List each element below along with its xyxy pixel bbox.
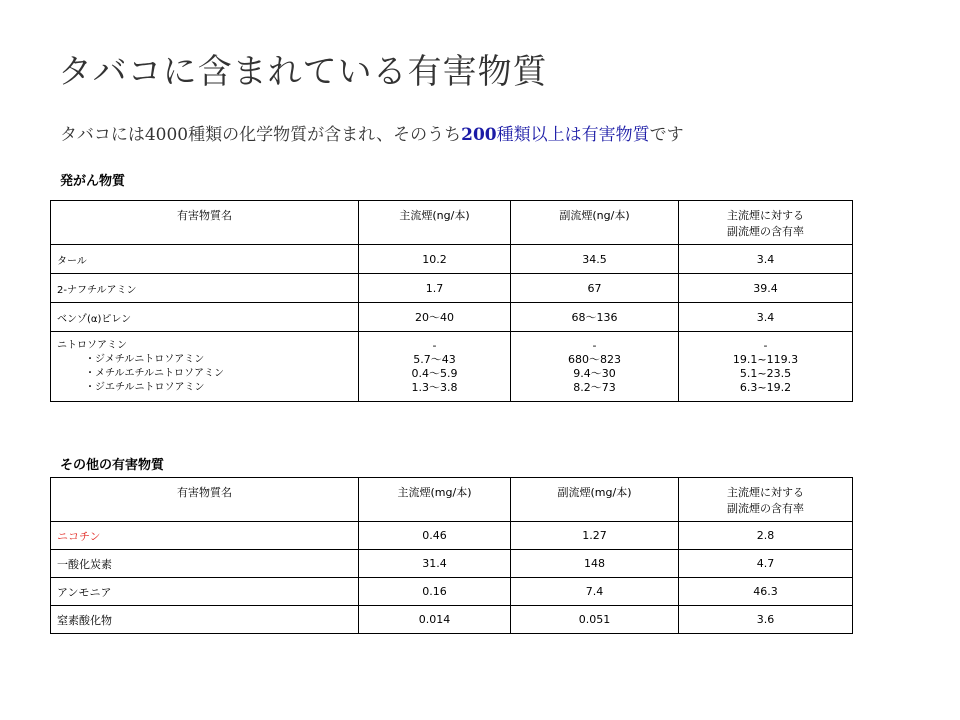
- others-label: その他の有害物質: [60, 458, 165, 473]
- ratio-value: 3.6: [679, 606, 853, 634]
- sidestream-value: 7.4: [511, 578, 679, 606]
- nitrosamine-sub-item: ・メチルエチルニトロソアミン: [85, 367, 224, 379]
- substance-name: 一酸化炭素: [51, 550, 359, 578]
- others-table: [50, 477, 853, 634]
- sidestream-value: [511, 332, 679, 402]
- header-substance: 有害物質名: [51, 201, 359, 245]
- substance-name: ベンゾ(α)ピレン: [51, 303, 359, 332]
- ratio-value: [679, 332, 853, 402]
- nitrosamine-sub-item: ・ジメチルニトロソアミン: [85, 353, 205, 365]
- subtitle-part4: です: [649, 125, 684, 145]
- table-row: [51, 522, 853, 550]
- substance-name: [51, 332, 359, 402]
- nitrosamine-name: ニトロソアミン: [57, 339, 127, 351]
- carcinogens-table: [50, 200, 853, 402]
- ratio-value: 3.4: [679, 303, 853, 332]
- subtitle-count-harmful: 200: [461, 125, 497, 145]
- value-line: 9.4～30: [573, 366, 616, 380]
- value-line: -: [592, 338, 597, 352]
- nitrosamine-sub-item: ・ジエチルニトロソアミン: [85, 381, 205, 393]
- value-line: 19.1~119.3: [732, 352, 799, 366]
- ratio-value: 3.4: [679, 245, 853, 274]
- header-mainstream: 主流煙(ng/本): [359, 201, 511, 245]
- table-row: [51, 606, 853, 634]
- header-ratio: [679, 478, 853, 522]
- header-ratio-line2: 副流煙の含有率: [727, 225, 804, 238]
- ratio-value: 4.7: [679, 550, 853, 578]
- table-row: [51, 245, 853, 274]
- header-substance: 有害物質名: [51, 478, 359, 522]
- header-ratio-line1: 主流煙に対する: [727, 209, 804, 222]
- substance-name: 2-ナフチルアミン: [51, 274, 359, 303]
- table-row: [51, 303, 853, 332]
- sidestream-value: 0.051: [511, 606, 679, 634]
- mainstream-value: [359, 332, 511, 402]
- subtitle-part3: 種類以上は有害物質: [496, 125, 650, 145]
- header-ratio-line2: 副流煙の含有率: [727, 502, 804, 515]
- slide-subtitle: [60, 120, 684, 145]
- mainstream-value: 0.46: [359, 522, 511, 550]
- ratio-value: 46.3: [679, 578, 853, 606]
- value-line: 1.3～3.8: [411, 380, 458, 394]
- substance-name: アンモニア: [51, 578, 359, 606]
- ratio-value: 2.8: [679, 522, 853, 550]
- header-mainstream: 主流煙(mg/本): [359, 478, 511, 522]
- header-sidestream: 副流煙(mg/本): [511, 478, 679, 522]
- table-header-row: [51, 201, 853, 245]
- mainstream-value: 10.2: [359, 245, 511, 274]
- mainstream-value: 31.4: [359, 550, 511, 578]
- header-ratio-line1: 主流煙に対する: [727, 486, 804, 499]
- sidestream-value: 148: [511, 550, 679, 578]
- mainstream-value: 20～40: [359, 303, 511, 332]
- sidestream-value: 1.27: [511, 522, 679, 550]
- subtitle-count-chemicals: 4000: [144, 125, 189, 145]
- sidestream-value: 34.5: [511, 245, 679, 274]
- substance-name: ニコチン: [51, 522, 359, 550]
- table-row: [51, 274, 853, 303]
- value-line: 8.2～73: [573, 380, 616, 394]
- table-row: [51, 332, 853, 402]
- sidestream-value: 68～136: [511, 303, 679, 332]
- subtitle-part1: タバコには: [60, 125, 145, 145]
- substance-name: タール: [51, 245, 359, 274]
- table-row: [51, 550, 853, 578]
- carcinogens-label: 発がん物質: [60, 174, 126, 189]
- value-line: -: [432, 338, 437, 352]
- value-line: 0.4～5.9: [411, 366, 458, 380]
- sidestream-value: 67: [511, 274, 679, 303]
- table-row: [51, 578, 853, 606]
- ratio-value: 39.4: [679, 274, 853, 303]
- mainstream-value: 0.16: [359, 578, 511, 606]
- subtitle-part2: 種類の化学物質が含まれ、そのうち: [188, 125, 462, 145]
- subtitle-highlight: [461, 125, 650, 145]
- slide-title: タバコに含まれている有害物質: [58, 52, 548, 92]
- mainstream-value: 0.014: [359, 606, 511, 634]
- value-line: 680～823: [568, 352, 621, 366]
- value-line: -: [763, 338, 768, 352]
- substance-name: 窒素酸化物: [51, 606, 359, 634]
- header-sidestream: 副流煙(ng/本): [511, 201, 679, 245]
- value-line: 6.3~19.2: [739, 380, 792, 394]
- table-header-row: [51, 478, 853, 522]
- header-ratio: [679, 201, 853, 245]
- value-line: 5.7～43: [413, 352, 456, 366]
- mainstream-value: 1.7: [359, 274, 511, 303]
- value-line: 5.1~23.5: [739, 366, 792, 380]
